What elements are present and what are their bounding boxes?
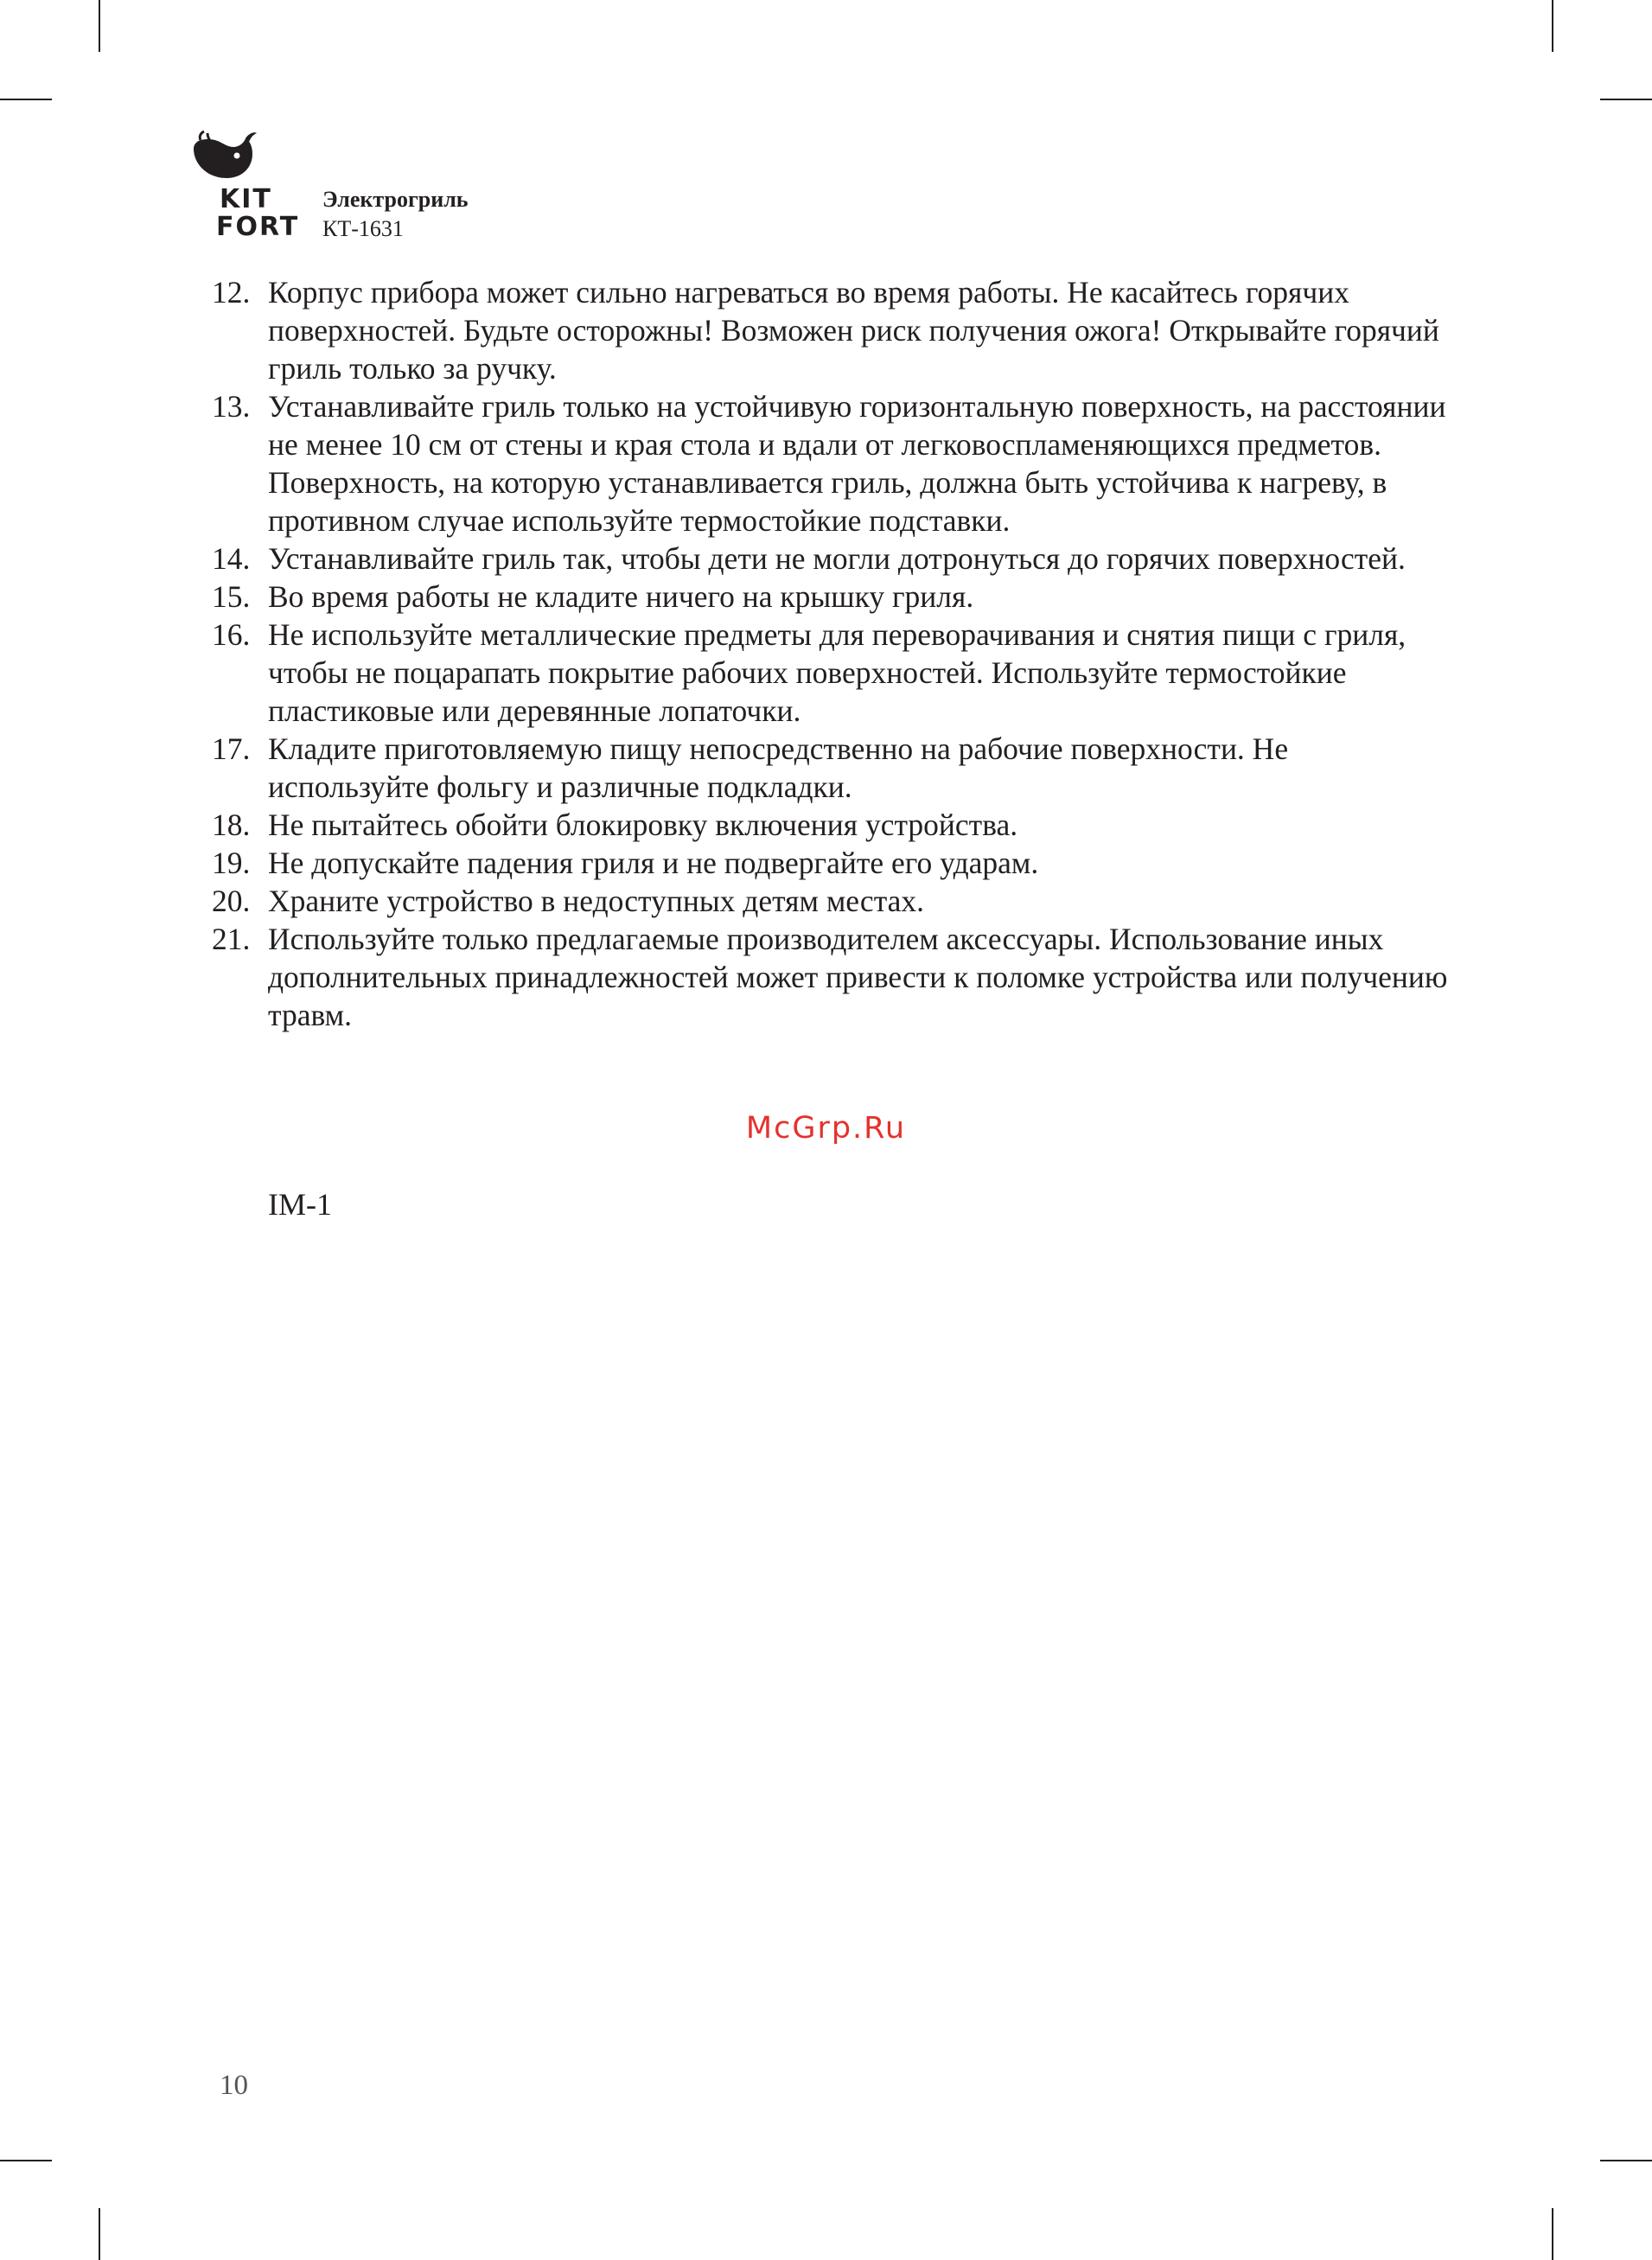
list-item xyxy=(212,616,1457,730)
crop-mark-bottom-left xyxy=(99,2208,100,2260)
list-item xyxy=(212,273,1457,387)
list-item-number: 13. xyxy=(212,389,251,424)
list-item-number: 21. xyxy=(212,922,251,956)
list-item xyxy=(212,387,1457,539)
product-title: Электрогриль xyxy=(322,187,469,212)
crop-mark-top-left xyxy=(99,0,100,52)
document-header xyxy=(322,185,469,244)
crop-mark-bottom-right xyxy=(1552,2208,1553,2260)
product-model: КТ-1631 xyxy=(322,216,404,241)
list-item-text: Устанавливайте гриль только на устойчивую горизонтальную поверхность, на расстоянии не менее 10 см от стены и края стола и вдали от легковоспламеняющихся предметов. Поверхность, на которую устанавливается гриль, должна быть устойчива к нагреву, в противном случае используйте термостойкие подставки. xyxy=(268,389,1446,538)
list-item-text: Не используйте металлические предметы для переворачивания и снятия пищи с гриля, чтобы не поцарапать покрытие рабочих поверхностей. Используйте термостойкие пластиковые или деревянные лопаточки. xyxy=(268,617,1406,728)
list-item-text: Не пытайтесь обойти блокировку включения устройства. xyxy=(268,808,1018,842)
list-item xyxy=(212,539,1457,578)
list-item-number: 15. xyxy=(212,579,251,614)
page-number: 10 xyxy=(220,2070,248,2101)
list-item-text: Храните устройство в недоступных детям местах. xyxy=(268,884,925,918)
list-item xyxy=(212,730,1457,806)
crop-mark-bottom-left-h xyxy=(0,2160,52,2161)
list-item-number: 16. xyxy=(212,617,251,652)
crop-mark-bottom-right-h xyxy=(1600,2160,1652,2161)
list-item xyxy=(212,844,1457,882)
list-item xyxy=(212,920,1457,1034)
document-code: IM-1 xyxy=(268,1187,332,1222)
list-item-number: 20. xyxy=(212,884,251,918)
logo-text-kit: KIT xyxy=(220,184,272,214)
crop-mark-top-left-h xyxy=(0,99,52,100)
list-item-number: 17. xyxy=(212,731,251,766)
crop-mark-top-right xyxy=(1552,0,1553,52)
list-item-text: Во время работы не кладите ничего на крышку гриля. xyxy=(268,579,974,614)
brand-logo xyxy=(182,130,303,251)
list-item-number: 19. xyxy=(212,846,251,880)
logo-text-fort: FORT xyxy=(216,212,300,242)
list-item-text: Используйте только предлагаемые производителем аксессуары. Использование иных дополнительных принадлежностей может привести к поломке устройства или получению травм. xyxy=(268,922,1448,1032)
list-item xyxy=(212,882,1457,920)
list-item-number: 18. xyxy=(212,808,251,842)
watermark-link[interactable]: McGrp.Ru xyxy=(745,1111,907,1146)
list-item-text: Не допускайте падения гриля и не подвергайте его ударам. xyxy=(268,846,1039,880)
list-item-number: 14. xyxy=(212,541,251,576)
list-item-text: Кладите приготовляемую пищу непосредственно на рабочие поверхности. Не используйте фольгу и различные подкладки. xyxy=(268,731,1289,804)
list-item xyxy=(212,806,1457,844)
crop-mark-top-right-h xyxy=(1600,99,1652,100)
list-item-text: Устанавливайте гриль так, чтобы дети не могли дотронуться до горячих поверхностей. xyxy=(268,541,1406,576)
whale-icon xyxy=(188,130,258,185)
list-item xyxy=(212,578,1457,616)
safety-rules-list xyxy=(212,273,1457,1034)
list-item-text: Корпус прибора может сильно нагреваться во время работы. Не касайтесь горячих поверхностей. Будьте осторожны! Возможен риск получения ожога! Открывайте горячий гриль только за ручку. xyxy=(268,275,1439,386)
list-item-number: 12. xyxy=(212,275,251,310)
